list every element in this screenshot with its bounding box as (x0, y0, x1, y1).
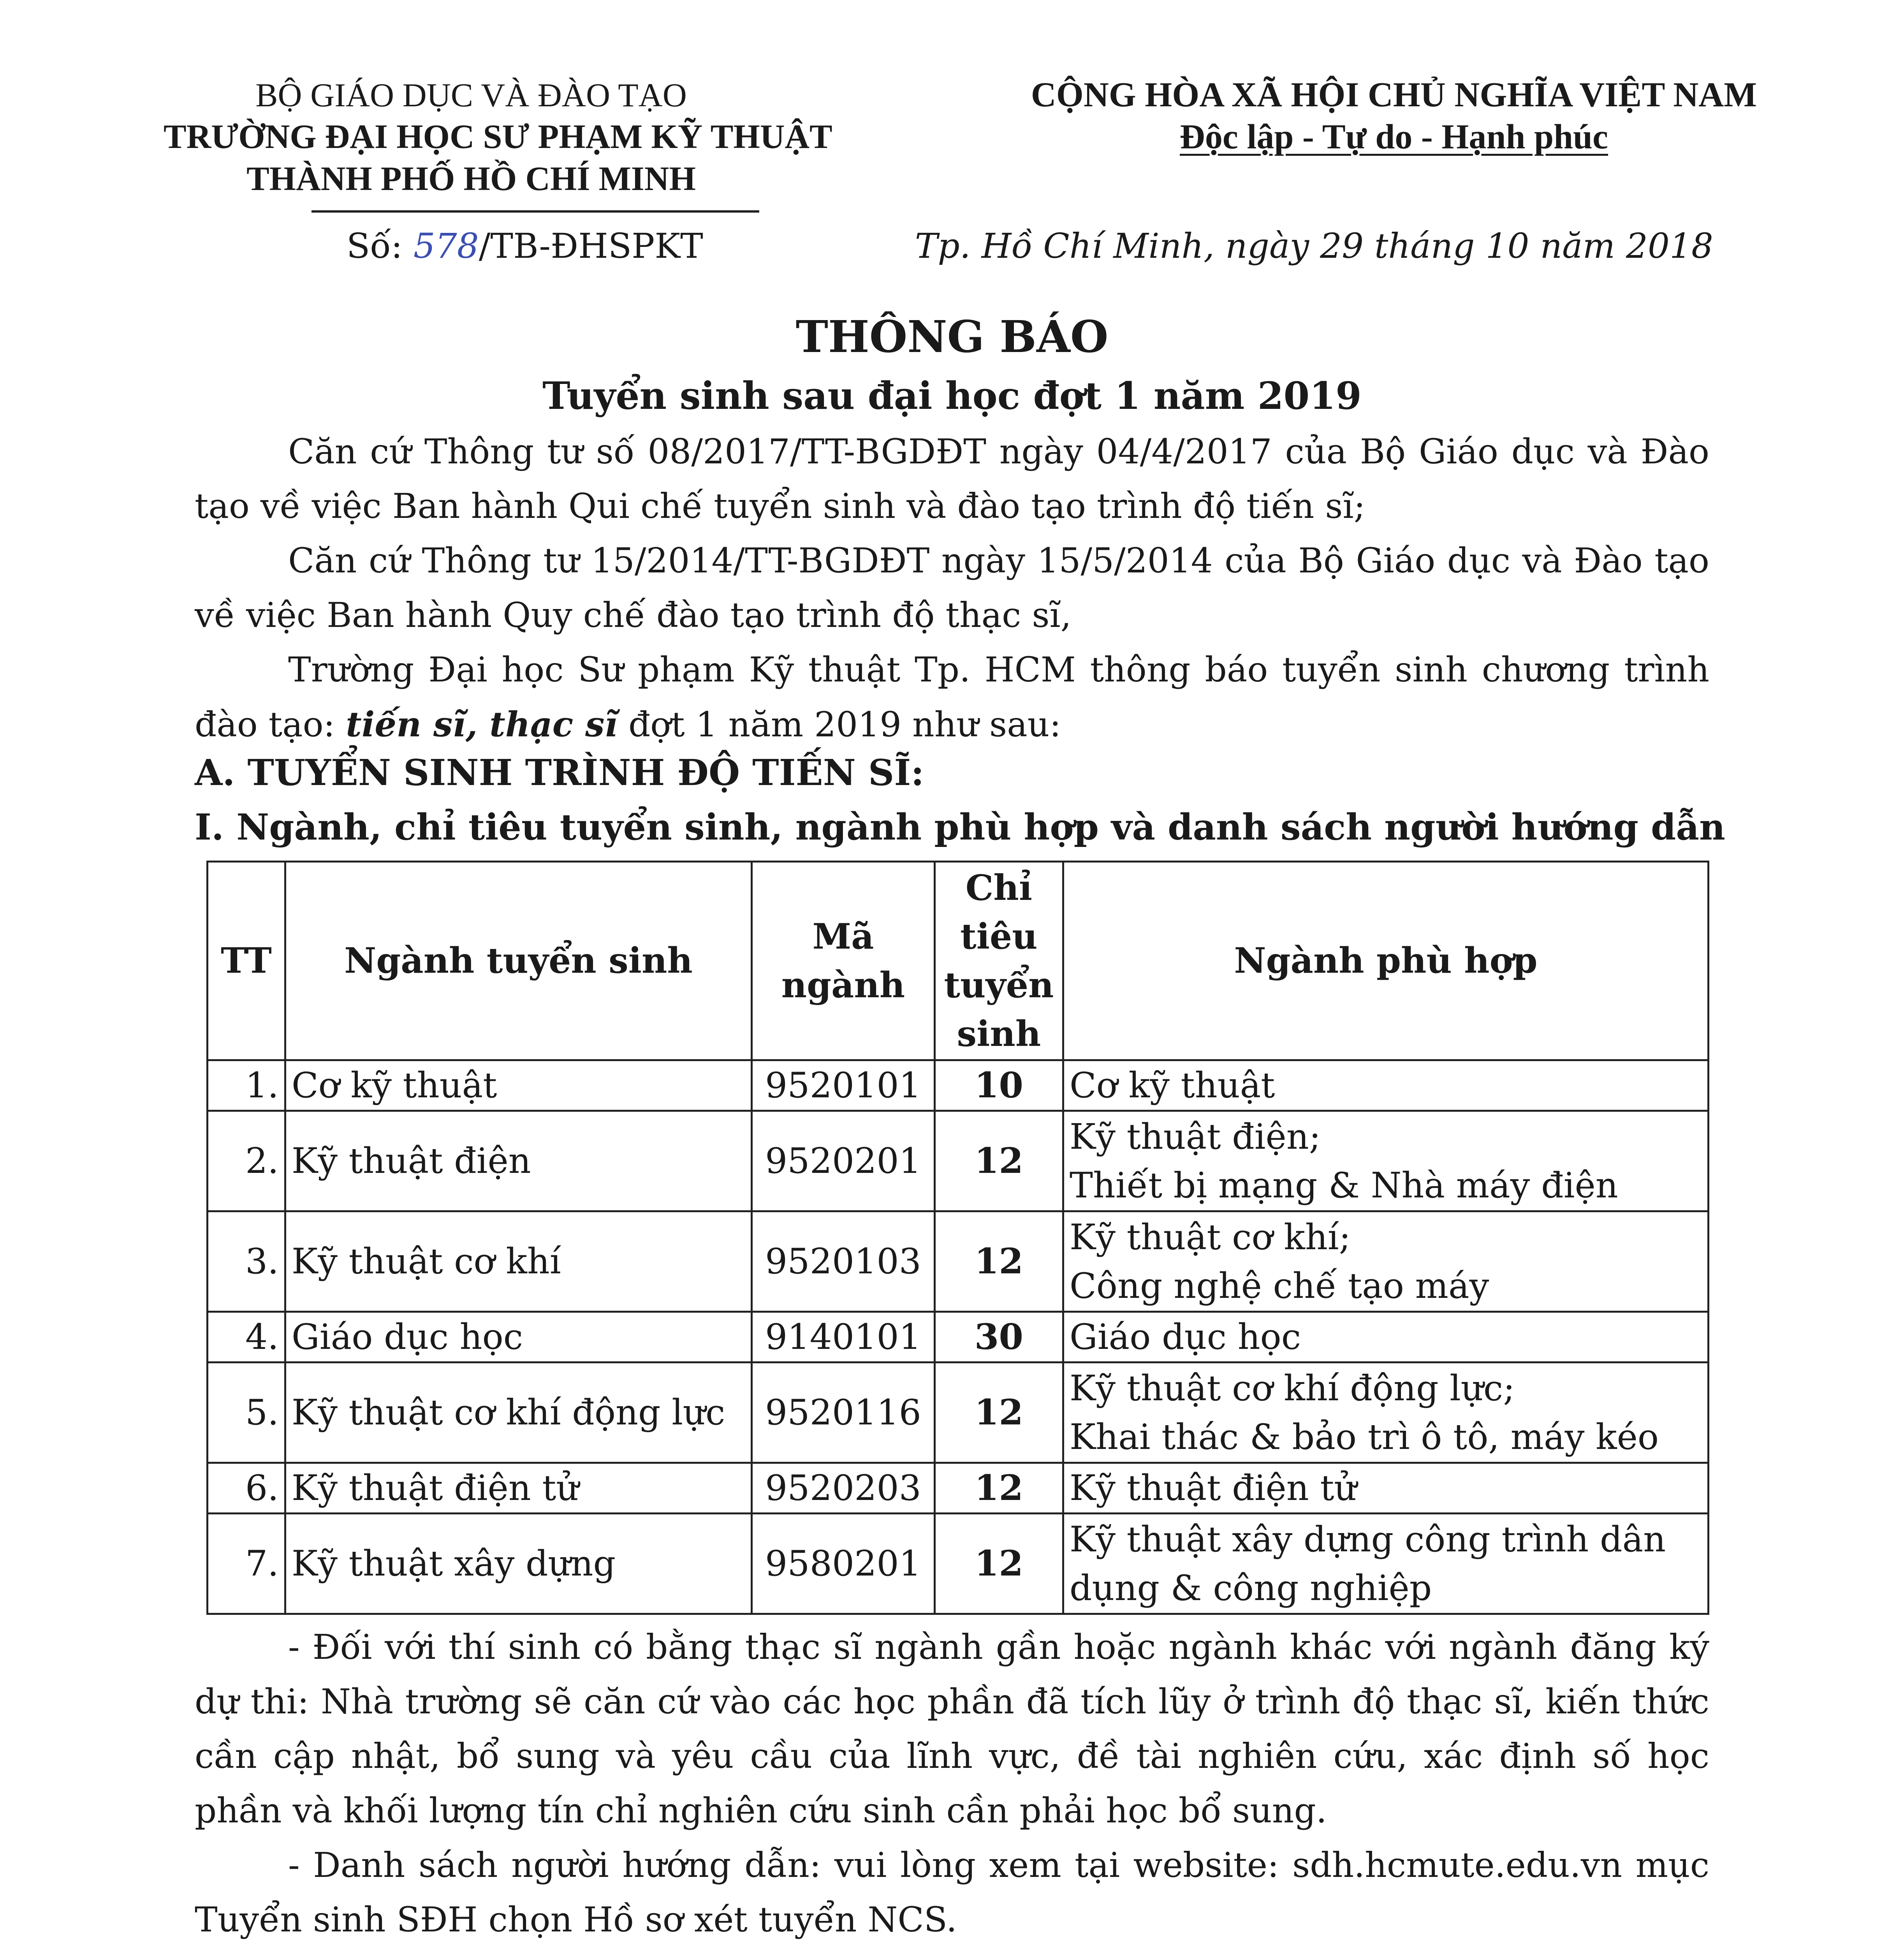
preamble-paragraph-2: Căn cứ Thông tư 15/2014/TT-BGDĐT ngày 15/5/2014 của Bộ Giáo dục và Đào tạo về việc Ban hành Quy chế đào tạo trình độ thạc sĩ, (195, 540, 1709, 635)
university-name: TRƯỜNG ĐẠI HỌC SƯ PHẠM KỸ THUẬT (164, 118, 832, 156)
table-row (208, 1111, 1709, 1211)
cell-tt: 4. (208, 1312, 285, 1363)
cell-major: Giáo dục học (285, 1312, 751, 1363)
cell-major: Kỹ thuật điện tử (285, 1463, 751, 1514)
cell-major: Kỹ thuật cơ khí động lực (285, 1363, 751, 1463)
related-line2: dụng & công nghiệp (1069, 1567, 1432, 1609)
header-quota-line1: Chỉ (965, 867, 1033, 908)
document-number (347, 226, 703, 266)
header-tt: TT (208, 862, 285, 1060)
doctoral-majors-table (206, 861, 1709, 1615)
note-supplementary-courses: - Đối với thí sinh có bằng thạc sĩ ngành gần hoặc ngành khác với ngành đăng ký dự thi: Nhà trường sẽ căn cứ vào các học phần đã tích lũy ở trình độ thạc sĩ, kiến thức cần cập nhật, bổ sung và yêu cầu của lĩnh vực, đề tài nghiên cứu, xác định số học phần và khối lượng tín chỉ nghiên cứu sinh cần phải học bổ sung. (195, 1627, 1709, 1831)
table-row (208, 1514, 1709, 1614)
cell-quota: 12 (934, 1363, 1063, 1463)
cell-quota: 12 (934, 1514, 1063, 1614)
related-line2: Khai thác & bảo trì ô tô, máy kéo (1069, 1416, 1659, 1458)
doc-number-suffix: /TB-ĐHSPKT (479, 226, 703, 266)
preamble-paragraph-3 (195, 643, 1709, 752)
related-line2: Công nghệ chế tạo máy (1069, 1265, 1489, 1306)
country-name: CỘNG HÒA XÃ HỘI CHỦ NGHĨA VIỆT NAM (1031, 76, 1757, 114)
related-line1: Kỹ thuật xây dựng công trình dân (1069, 1519, 1666, 1560)
preamble-paragraph-1: Căn cứ Thông tư số 08/2017/TT-BGDĐT ngày 04/4/2017 của Bộ Giáo dục và Đào tạo về việc Ban hành Qui chế tuyển sinh và đào tạo trình độ tiến sĩ; (195, 431, 1709, 526)
cell-major: Kỹ thuật cơ khí (285, 1211, 751, 1312)
note-supervisor-list: - Danh sách người hướng dẫn: vui lòng xem tại website: sdh.hcmute.edu.vn mục Tuyển sinh SĐH chọn Hồ sơ xét tuyển NCS. (195, 1845, 1709, 1940)
table-header-row (208, 862, 1709, 1060)
cell-tt: 3. (208, 1211, 285, 1312)
related-line1: Kỹ thuật điện tử (1069, 1468, 1357, 1509)
table-row (208, 1312, 1709, 1363)
related-line1: Kỹ thuật cơ khí; (1069, 1216, 1351, 1258)
preamble-p3-start: Trường Đại học Sư phạm Kỹ thuật Tp. HCM thông báo tuyển sinh chương trình đào tạo: (195, 650, 1709, 745)
header-code (752, 862, 935, 1060)
related-line1: Kỹ thuật điện; (1069, 1116, 1321, 1157)
cell-quota: 12 (934, 1463, 1063, 1514)
cell-code: 9580201 (752, 1514, 935, 1614)
cell-code: 9520101 (752, 1060, 935, 1111)
cell-tt: 2. (208, 1111, 285, 1211)
issuer-block (164, 74, 832, 200)
cell-tt: 7. (208, 1514, 285, 1614)
cell-tt: 6. (208, 1463, 285, 1514)
related-line1: Giáo dục học (1069, 1317, 1301, 1357)
related-line1: Kỹ thuật cơ khí động lực; (1069, 1368, 1515, 1409)
header-related: Ngành phù hợp (1063, 862, 1708, 1060)
cell-related (1063, 1463, 1708, 1514)
header-quota-line4: sinh (957, 1013, 1041, 1054)
cell-related (1063, 1060, 1708, 1111)
header-major: Ngành tuyển sinh (285, 862, 751, 1060)
cell-major: Cơ kỹ thuật (285, 1060, 751, 1111)
header-quota (934, 862, 1063, 1060)
cell-code: 9140101 (752, 1312, 935, 1363)
header-quota-line3: tuyển (944, 964, 1054, 1006)
national-motto: Độc lập - Tự do - Hạnh phúc (1179, 118, 1608, 156)
cell-related (1063, 1211, 1708, 1312)
header-code-line2: ngành (781, 964, 905, 1006)
cell-quota: 10 (934, 1060, 1063, 1111)
cell-quota: 12 (934, 1211, 1063, 1312)
cell-related (1063, 1312, 1708, 1363)
cell-related (1063, 1514, 1708, 1614)
cell-code: 9520103 (752, 1211, 935, 1312)
city-name: THÀNH PHỐ HỒ CHÍ MINH (246, 160, 696, 198)
table-row (208, 1060, 1709, 1111)
table-row (208, 1211, 1709, 1312)
cell-quota: 12 (934, 1111, 1063, 1211)
cell-major: Kỹ thuật điện (285, 1111, 751, 1211)
preamble-p3-emphasis: tiến sĩ, thạc sĩ (346, 704, 618, 745)
cell-tt: 1. (208, 1060, 285, 1111)
section-a-heading: A. TUYỂN SINH TRÌNH ĐỘ TIẾN SĨ: (195, 752, 924, 794)
doc-number-prefix: Số: (347, 226, 414, 266)
cell-code: 9520203 (752, 1463, 935, 1514)
document-title: THÔNG BÁO (795, 312, 1109, 363)
cell-tt: 5. (208, 1363, 285, 1463)
cell-related (1063, 1111, 1708, 1211)
cell-code: 9520116 (752, 1363, 935, 1463)
date-line: Tp. Hồ Chí Minh, ngày 29 tháng 10 năm 2018 (915, 226, 1713, 266)
cell-major: Kỹ thuật xây dựng (285, 1514, 751, 1614)
cell-code: 9520201 (752, 1111, 935, 1211)
table-row (208, 1463, 1709, 1514)
table-row (208, 1363, 1709, 1463)
issuer-underline (311, 210, 759, 213)
header-quota-line2: tiêu (960, 915, 1038, 957)
preamble-p3-end: đợt 1 năm 2019 như sau: (617, 704, 1061, 745)
ministry-name: BỘ GIÁO DỤC VÀ ĐÀO TẠO (255, 76, 687, 114)
national-header (1005, 74, 1783, 158)
related-line2: Thiết bị mạng & Nhà máy điện (1069, 1165, 1618, 1206)
section-i-heading: I. Ngành, chỉ tiêu tuyển sinh, ngành phù hợp và danh sách người hướng dẫn (195, 806, 1725, 848)
cell-quota: 30 (934, 1312, 1063, 1363)
doc-number-handwritten: 578 (413, 226, 479, 266)
document-subtitle: Tuyển sinh sau đại học đợt 1 năm 2019 (542, 374, 1362, 418)
header-code-line1: Mã (812, 915, 874, 957)
cell-related (1063, 1363, 1708, 1463)
related-line1: Cơ kỹ thuật (1069, 1065, 1275, 1106)
